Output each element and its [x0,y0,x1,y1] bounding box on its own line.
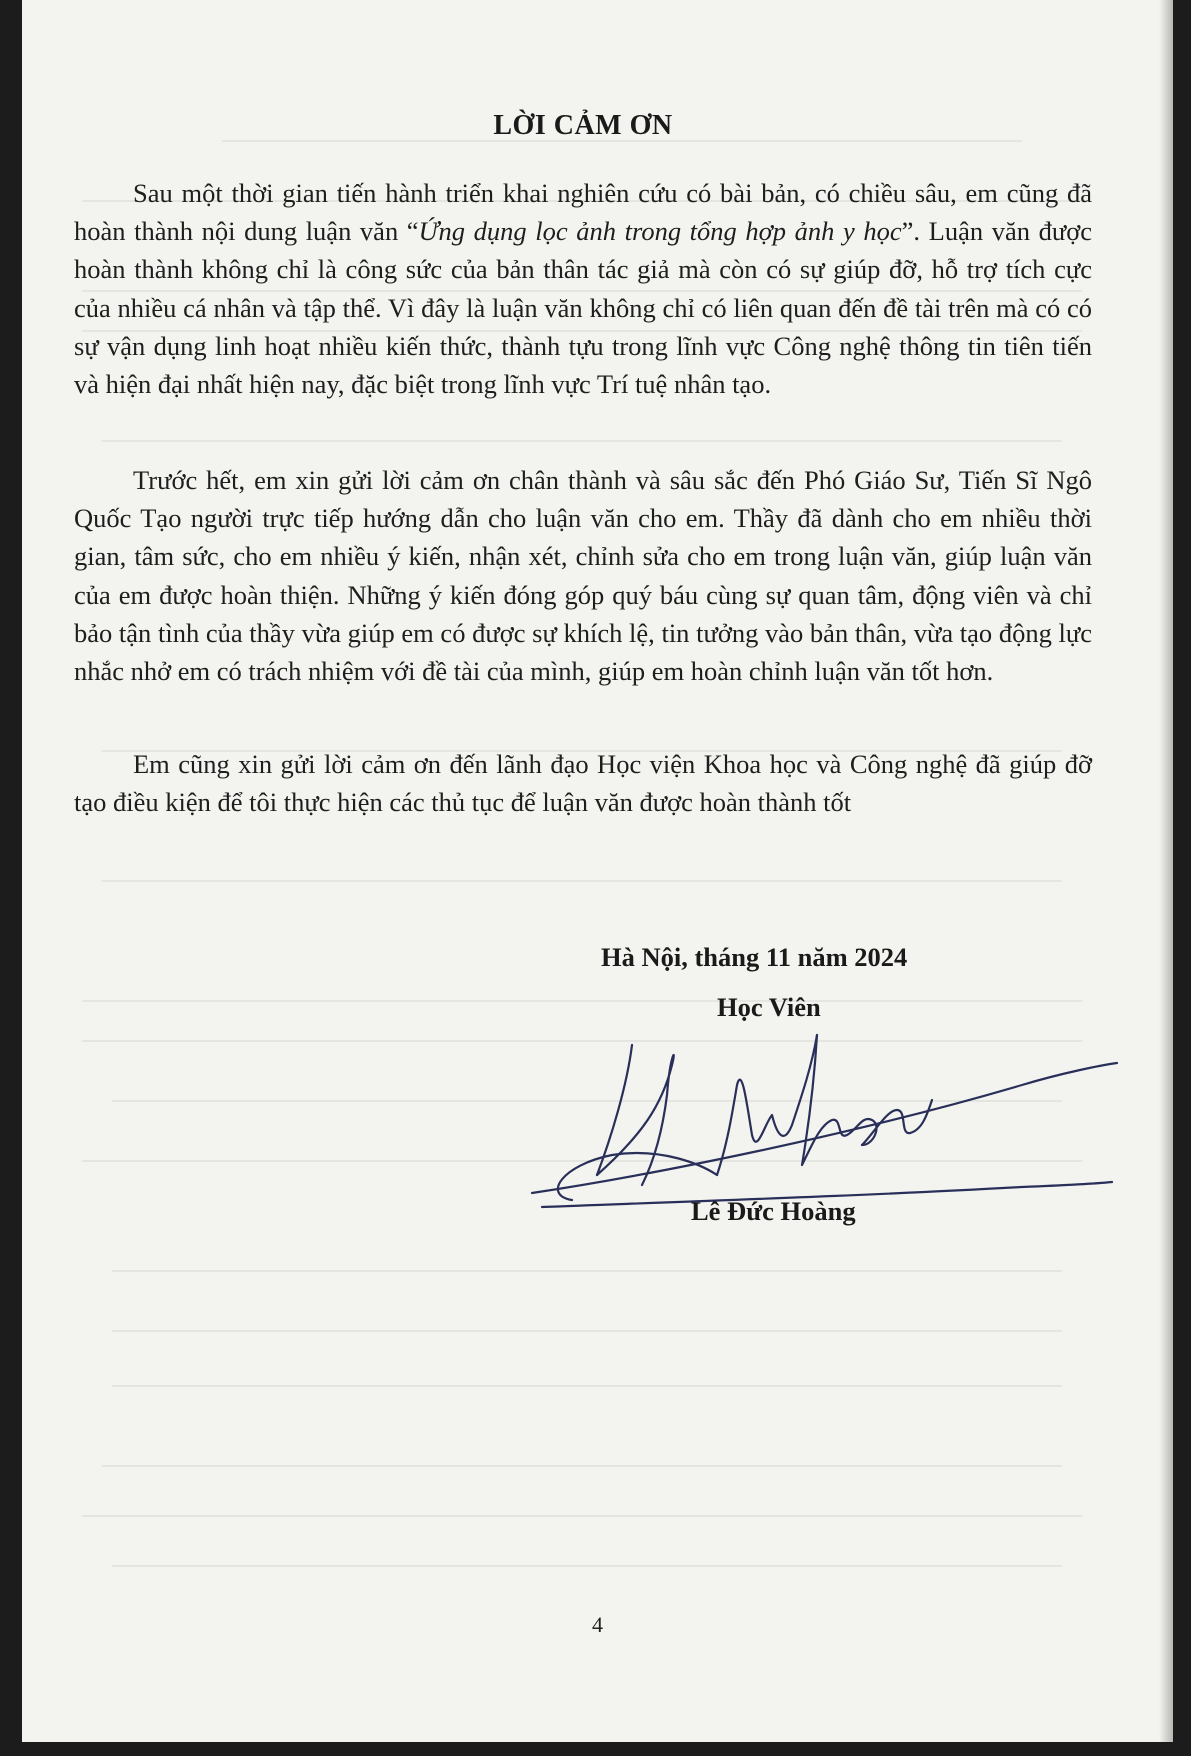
document-title: LỜI CẢM ƠN [493,110,673,141]
signer-role: Học Viên [717,992,821,1022]
page-number: 4 [592,1612,603,1637]
handwritten-signature [502,1025,1122,1215]
thesis-title: Ứng dụng lọc ảnh trong tổng hợp ảnh y học [418,216,902,247]
signature-block [22,0,1173,1742]
document-page [22,0,1173,1742]
paragraph-intro-text: Sau một thời gian tiến hành triển khai nghiên cứu có bài bản, có chiều sâu, em cũng đã hoàn thành nội dung luận văn “ [74,178,1092,247]
paragraph-thanks-institute: Em cũng xin gửi lời cảm ơn đến lãnh đạo Học viện Khoa học và Công nghệ đã giúp đỡ tạo điều kiện để tôi thực hiện các thủ tục để luận văn được hoàn thành tốt [74,749,1092,818]
paragraph-intro-text-rest: ”. Luận văn được hoàn thành không chỉ là công sức của bản thân tác giả mà còn có sự giúp đỡ, hỗ trợ tích cực của nhiều cá nhân và tập thể. Vì đây là luận văn không chỉ có liên quan đến đề tài trên mà có có sự vận dụng linh hoạt nhiều kiến thức, thành tựu trong lĩnh vực Công nghệ thông tin tiên tiến và hiện đại nhất hiện nay, đặc biệt trong lĩnh vực Trí tuệ nhân tạo. [74,216,1092,400]
paragraph-thanks-advisor: Trước hết, em xin gửi lời cảm ơn chân thành và sâu sắc đến Phó Giáo Sư, Tiến Sĩ Ngô Quốc Tạo người trực tiếp hướng dẫn cho luận văn cho em. Thầy đã dành cho em nhiều thời gian, tâm sức, cho em nhiều ý kiến, nhận xét, chỉnh sửa cho em trong luận văn, giúp luận văn của em được hoàn thiện. Những ý kiến đóng góp quý báu cùng sự quan tâm, động viên và chỉ bảo tận tình của thầy vừa giúp em có được sự khích lệ, tin tưởng vào bản thân, vừa tạo động lực nhắc nhở em có trách nhiệm với đề tài của mình, giúp em hoàn chỉnh luận văn tốt hơn. [74,465,1092,687]
page-edge-shadow [1159,0,1173,1742]
place-date: Hà Nội, tháng 11 năm 2024 [601,942,908,972]
signer-name: Lê Đức Hoàng [691,1196,856,1226]
